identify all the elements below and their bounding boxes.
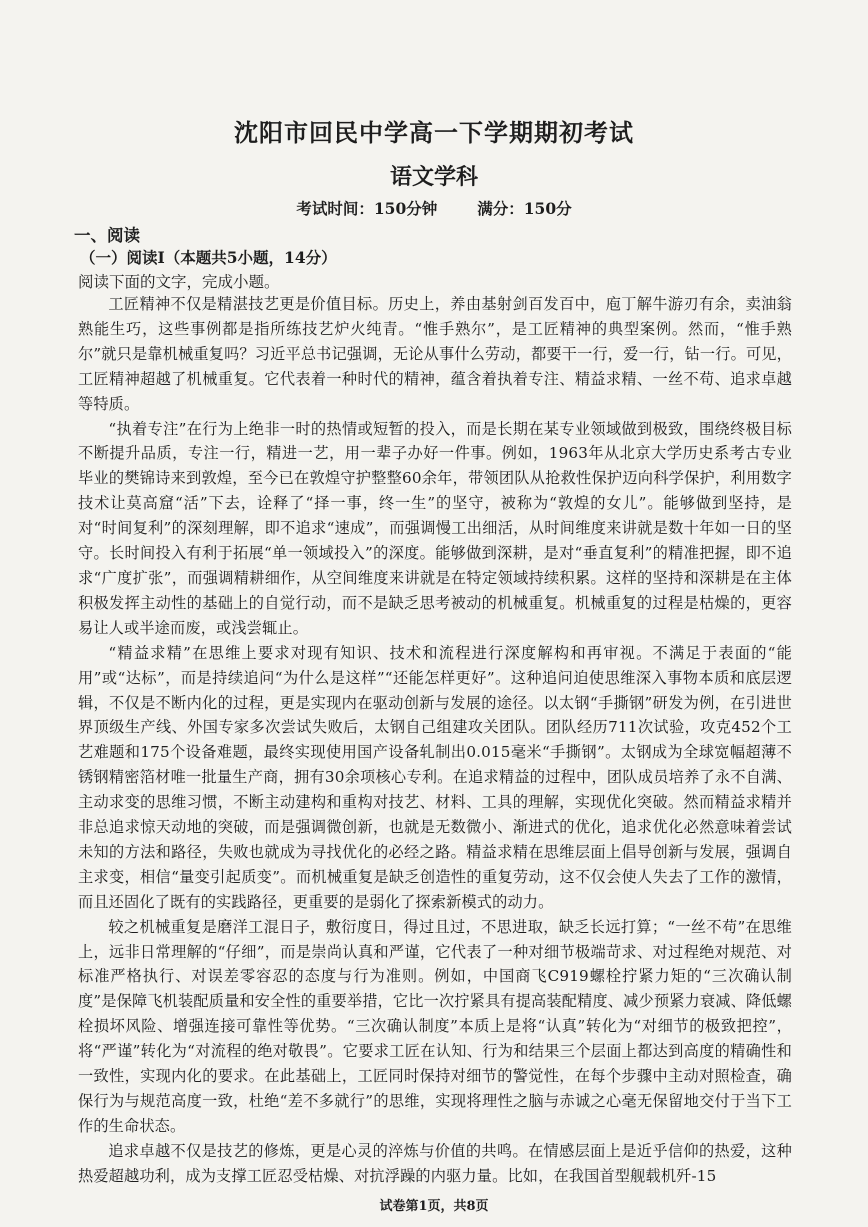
subject-title: 语文学科 [389,164,478,190]
paragraph: 追求卓越不仅是技艺的修炼，更是心灵的淬炼与价值的共鸣。在情感层面上是近乎信仰的热爱，这种热爱超越功利，成为支撑工匠忍受枯燥、对抗浮躁的内驱力量。比如，在我国首型舰载机歼-15 [78,1141,792,1185]
full-score: 满分：150分 [477,199,572,218]
exam-time: 考试时间：150分钟 [296,199,438,218]
paragraph: “执着专注”在行为上绝非一时的热情或短暂的投入，而是长期在某专业领域做到极致，围绕终极目标不断提升品质，专注一行，精进一艺，用一辈子办好一件事。例如，1963年从北京大学历史系考古专业毕业的樊锦诗来到敦煌，至今已在敦煌守护整整60余年，带领团队从抢救性保护迈向科学保护，利用数字技术让莫高窟“活”下去，诠释了“择一事，终一生”的坚守，被称为“敦煌的女儿”。能够做到坚持，是对“时间复利”的深刻理解，即不追求“速成”，而强调慢工出细活，从时间维度来讲就是数十年如一日的坚守。长时间投入有利于拓展“单一领域投入”的深度。能够做到深耕，是对“垂直复利”的精准把握，即不追求“广度扩张”，而强调精耕细作，从空间维度来讲就是在特定领域持续积累。这样的坚持和深耕是在主体积极发挥主动性的基础上的自觉行动，而不是缺乏思考被动的机械重复。机械重复的过程是枯燥的，更容易让人或半途而废，或浅尝辄止。 [78,419,792,637]
reading-instruction: 阅读下面的文字，完成小题。 [78,273,280,291]
reading-passage [78,292,792,1189]
paragraph: 较之机械重复是磨洋工混日子，敷衍度日，得过且过，不思进取，缺乏长远打算；“一丝不苟”在思维上，远非日常理解的“仔细”，而是崇尚认真和严谨，它代表了一种对细节极端苛求、对过程绝对规范、对标准严格执行、对误差零容忍的态度与行为准则。例如，中国商飞C919螺栓拧紧力矩的“三次确认制度”是保障飞机装配质量和安全性的重要举措，它比一次拧紧具有提高装配精度、减少预紧力衰减、降低螺栓损坏风险、增强连接可靠性等优势。“三次确认制度”本质上是将“认真”转化为“对细节的极致把控”，将“严谨”转化为“对流程的绝对敬畏”。它要求工匠在认知、行为和结果三个层面上都达到高度的精确性和一致性，实现内化的要求。在此基础上，工匠同时保持对细节的警觉性，在每个步骤中主动对照检查，确保行为与规范高度一致，杜绝“差不多就行”的思维，实现将理性之脑与赤诚之心毫无保留地交付于当下工作的生命状态。 [78,917,792,1135]
paragraph: “精益求精”在思维上要求对现有知识、技术和流程进行深度解构和再审视。不满足于表面的“能用”或“达标”，而是持续追问“为什么是这样”“还能怎样更好”。这种追问迫使思维深入事物本质和底层逻辑，不仅是不断内化的过程，更是实现内在驱动创新与发展的途径。以太钢“手撕钢”研发为例，在引进世界顶级生产线、外国专家多次尝试失败后，太钢自己组建攻关团队。团队经历711次试验，攻克452个工艺难题和175个设备难题，最终实现使用国产设备轧制出0.015毫米“手撕钢”。太钢成为全球宽幅超薄不锈钢精密箔材唯一批量生产商，拥有30余项核心专利。在追求精益的过程中，团队成员培养了永不自满、主动求变的思维习惯，不断主动建构和重构对技艺、材料、工具的理解，实现优化突破。然而精益求精并非总追求惊天动地的突破，而是强调微创新，也就是无数微小、渐进式的优化，追求优化必然意味着尝试未知的方法和路径，失败也就成为寻找优化的必经之路。精益求精在思维层面上倡导创新与发展，强调自主求变，相信“量变引起质变”。而机械重复是缺乏创造性的重复劳动，这不仅会使人失去了工作的激情，而且还固化了既有的实践路径，更重要的是弱化了探索新模式的动力。 [78,643,792,911]
exam-title: 沈阳市回民中学高一下学期期初考试 [234,118,634,147]
exam-meta [0,197,868,219]
subsection-heading: （一）阅读Ⅰ（本题共5小题，14分） [80,248,337,267]
paragraph: 工匠精神不仅是精湛技艺更是价值目标。历史上，养由基射剑百发百中，庖丁解牛游刃有余，卖油翁熟能生巧，这些事例都是指所练技艺炉火纯青。“惟手熟尔”，是工匠精神的典型案例。然而，“惟手熟尔”就只是靠机械重复吗？习近平总书记强调，无论从事什么劳动，都要干一行，爱一行，钻一行。可见，工匠精神超越了机械重复。它代表着一种时代的精神，蕴含着执着专注、精益求精、一丝不苟、追求卓越等特质。 [78,295,792,413]
page-footer: 试卷第1页，共8页 [379,1199,489,1214]
section-heading: 一、阅读 [74,226,140,245]
